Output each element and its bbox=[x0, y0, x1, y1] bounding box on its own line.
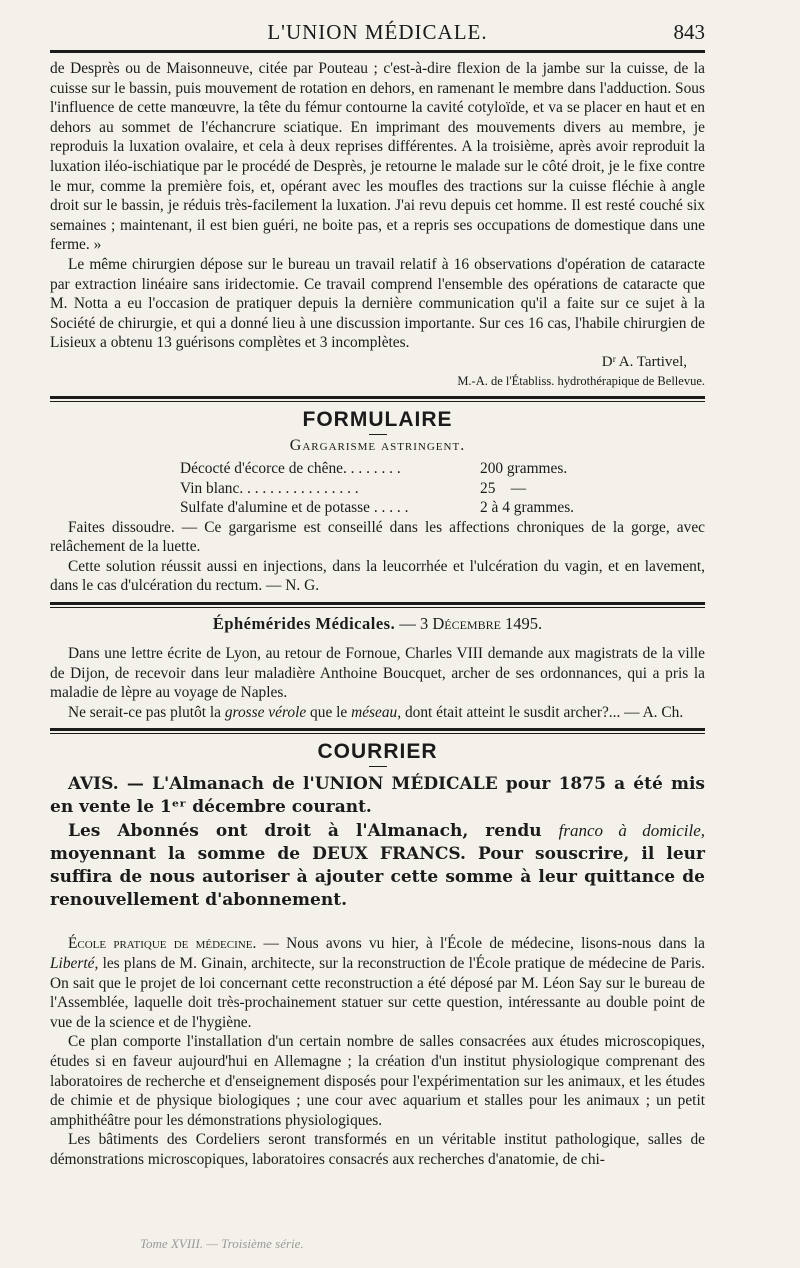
courrier-heading: COURRIER bbox=[317, 740, 438, 764]
page-footer: Tome XVIII. — Troisième série. bbox=[140, 1236, 304, 1251]
section-divider bbox=[50, 396, 705, 402]
page-number: 843 bbox=[673, 20, 705, 44]
signature-affiliation: M.-A. de l'Établiss. hydrothérapique de Bellevue. bbox=[457, 373, 705, 388]
journal-title: L'UNION MÉDICALE. bbox=[267, 20, 488, 44]
section-divider bbox=[50, 728, 705, 734]
recipe-row bbox=[180, 459, 705, 479]
signature-name: Dʳ A. Tartivel, bbox=[601, 353, 687, 370]
ingredient-name: Décocté d'écorce de chêne. . . . . . . . bbox=[180, 459, 401, 477]
text-fragment: Les Abonnés ont droit à l'Almanach, rendu bbox=[68, 821, 559, 842]
avis-notice: AVIS. — L'Almanach de l'UNION MÉDICALE pour 1875 a été mis en vente le 1ᵉʳ décembre courant. bbox=[50, 774, 705, 818]
ephemerides-title: Éphémérides Médicales. bbox=[212, 614, 396, 634]
ecole-paragraph bbox=[50, 934, 705, 1032]
ephemerides-date: — 3 Décembre 1495. bbox=[399, 614, 543, 634]
text-fragment: — Nous avons vu hier, à l'École de médecine, lisons-nous dans la bbox=[256, 935, 705, 953]
ephemerides-question bbox=[50, 703, 705, 723]
short-divider bbox=[369, 434, 387, 435]
ephemerides-text: Dans une lettre écrite de Lyon, au retour de Fornoue, Charles VIII demande aux magistrats de la ville de Dijon, de recevoir dans leur maladière Anthoine Boucquet, archer de ses ordonnances, qui a pris la maladie de lèpre au voyage de Naples. bbox=[50, 645, 705, 702]
cataract-paragraph: Le même chirurgien dépose sur le bureau un travail relatif à 16 observations d'opération de cataracte par extraction linéaire sans iridectomie. Ce travail comprend l'ensemble des opérations de cataracte que M. Notta a eu l'occasion de pratiquer depuis la dernière communication qu'il a faite sur ce sujet à la Société de chirurgie, et qui a donné lieu à une discussion importante. Sur ces 16 cas, l'habile chirurgien de Lisieux a obtenu 13 guérisons complètes et 3 incomplètes. bbox=[50, 255, 705, 352]
italic-fragment: grosse vérole bbox=[224, 703, 307, 721]
section-divider bbox=[50, 602, 705, 608]
recipe-row bbox=[180, 498, 705, 518]
text-fragment: Ne serait-ce pas plutôt la bbox=[68, 703, 225, 721]
ephemerides-heading bbox=[50, 614, 705, 634]
text-fragment: dont était atteint le susdit archer?... — A. Ch. bbox=[401, 703, 684, 721]
abonnes-notice bbox=[50, 819, 705, 912]
ingredient-quantity: 2 à 4 grammes. bbox=[480, 499, 575, 517]
italic-fragment: Liberté, bbox=[50, 955, 99, 973]
ingredient-name: Sulfate d'alumine et de potasse . . . . . bbox=[180, 499, 409, 517]
intro-paragraph: de Desprès ou de Maisonneuve, citée par Pouteau ; c'est-à-dire flexion de la jambe sur la cuisse, de la cuisse sur le bassin, puis mouvement de rotation en dehors, en ramenant le membre dans l'adduction. Sous l'influence de cette manœuvre, la tête du fémur contourne la cavité cotyloïde, et va se placer en haut et en dehors au sommet de l'échancrure sciatique. En imprimant des mouvements divers au membre, je reproduis la luxation ovalaire, et cela à deux reprises différentes. A la troisième, après avoir reproduit la luxation iléo-ischiatique par le procédé de Desprès, je retourne le malade sur le côté droit, je le fixe contre le mur, comme la première fois, et, opérant avec les moufles des tractions sur la cuisse fléchie à angle droit sur le bassin, je réduis très-facilement la luxation. J'ai revu depuis cet homme. Il est resté couché six semaines ; maintenant, il est bien guéri, ne boite pas, et a repris ses occupations de domestique dans une ferme. » bbox=[50, 60, 705, 254]
plan-paragraph: Ce plan comporte l'installation d'un certain nombre de salles consacrées aux études microscopiques, études si en faveur aujourd'hui en Allemagne ; la création d'un institut physiologique comprenant des laboratoires de recherche et d'enseignement disposés pour l'expérimentation sur les animaux, et les études de chimie et de physique biologiques ; une cour avec aquarium et stalles pour les animaux ; un petit amphithéâtre pour les démonstrations physiologiques. bbox=[50, 1033, 705, 1129]
recipe-list bbox=[180, 459, 705, 518]
ingredient-name: Vin blanc. . . . . . . . . . . . . . . . bbox=[180, 479, 359, 497]
text-fragment: que le bbox=[306, 703, 352, 721]
ingredient-quantity: 25 — bbox=[480, 479, 527, 497]
recipe-title: Gargarisme astringent. bbox=[289, 436, 466, 454]
text-fragment: moyennant la somme de DEUX FRANCS. Pour souscrire, il leur suffira de nous autoriser à ajouter cette somme à leur quittance de renouvellement d'abonnement. bbox=[50, 844, 705, 911]
formulaire-note-2: Cette solution réussit aussi en injections, dans la leucorrhée et l'ulcération du vagin, et en lavement, dans le cas d'ulcération du rectum. — N. G. bbox=[50, 557, 705, 595]
recipe-row bbox=[180, 479, 705, 499]
italic-fragment: franco à domicile, bbox=[558, 821, 706, 841]
page-header bbox=[50, 18, 705, 48]
formulaire-note-1: Faites dissoudre. — Ce gargarisme est conseillé dans les affections chroniques de la gorge, avec relâchement de la luette. bbox=[50, 518, 705, 556]
italic-fragment: méseau, bbox=[351, 703, 402, 721]
page-content bbox=[50, 18, 705, 1170]
batiments-paragraph: Les bâtiments des Cordeliers seront transformés en un véritable institut pathologique, salles de démonstrations microscopiques, laboratoires consacrés aux recherches d'anatomie, de chi- bbox=[50, 1131, 705, 1168]
ecole-label: École pratique de médecine. bbox=[68, 935, 257, 953]
ingredient-quantity: 200 grammes. bbox=[480, 459, 568, 477]
text-fragment: les plans de M. Ginain, architecte, sur la reconstruction de l'École pratique de médecine de Paris. On sait que le projet de loi concernant cette reconstruction a été déposé par M. Léon Say sur le bureau de l'Assemblée, laquelle doit très-prochainement statuer sur cette question, intéressante au double point de vue de la science et de l'hygiène. bbox=[50, 955, 705, 1031]
formulaire-heading: FORMULAIRE bbox=[302, 407, 453, 431]
